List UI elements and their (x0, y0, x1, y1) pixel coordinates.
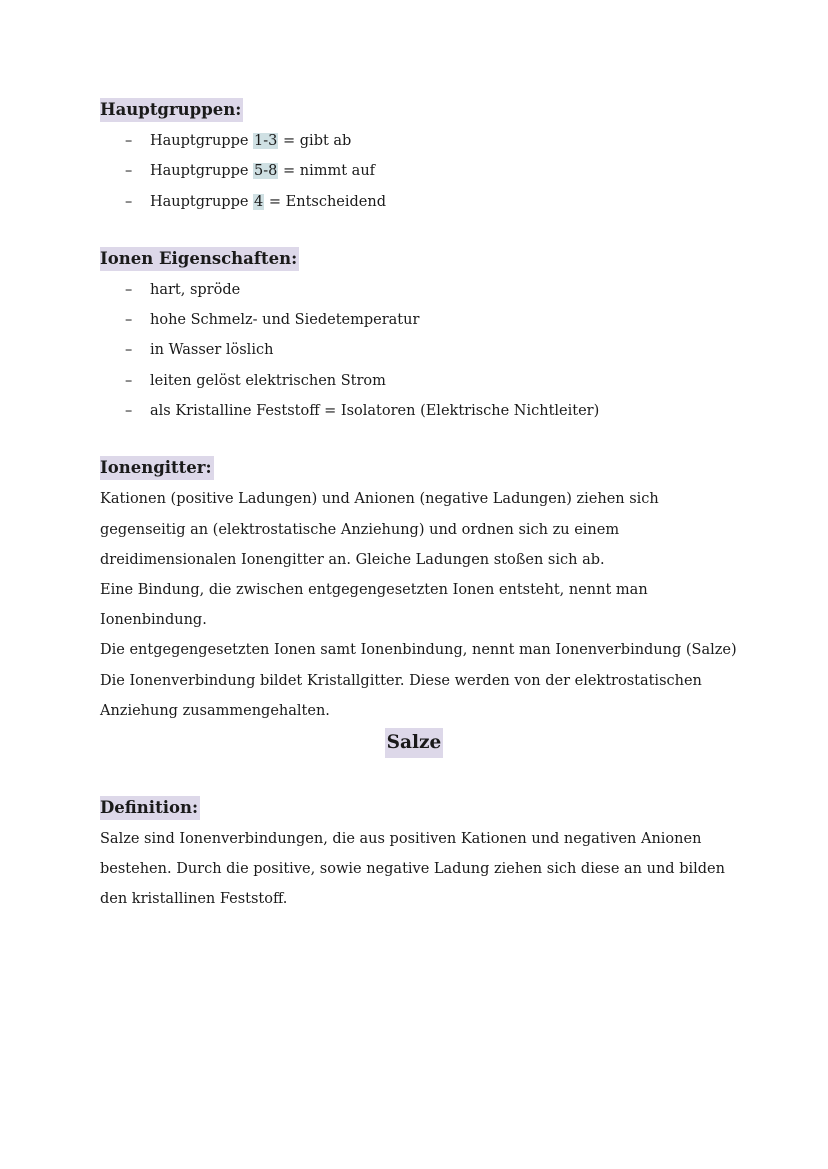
list-item (100, 366, 728, 396)
section-definition (100, 796, 728, 915)
list-item (100, 396, 728, 426)
ionengitter-text (100, 484, 737, 726)
item-suffix: = nimmt auf (278, 163, 376, 180)
dash-bullet: – (125, 372, 133, 389)
paragraph: Salze sind Ionenverbindungen, die aus positiven Kationen und negativen Anionen bestehen. Durch die positive, sowie negative Ladung ziehen sich diese an und bilden den kristallinen Feststoff. (100, 831, 725, 908)
eigenschaften-list (100, 275, 728, 426)
item-text: hart, spröde (150, 281, 241, 298)
section-ionen-eigenschaften (100, 247, 728, 426)
dash-bullet: – (125, 342, 133, 359)
dash-bullet: – (125, 281, 133, 298)
group-number-highlight: 1-3 (254, 133, 278, 149)
dash-bullet: – (125, 312, 133, 329)
group-number-highlight: 4 (254, 193, 264, 210)
paragraph: Eine Bindung, die zwischen entgegengesetzten Ionen entsteht, nennt man Ionenbindung. (100, 581, 648, 629)
list-item (100, 335, 728, 365)
paragraph: Die Ionenverbindung bildet Kristallgitter. Diese werden von der elektrostatischen Anziehung zusammengehalten. (100, 672, 702, 719)
item-prefix: Hauptgruppe (150, 133, 254, 149)
dash-bullet: – (125, 403, 133, 420)
item-prefix: Hauptgruppe (150, 193, 254, 210)
item-text: leiten gelöst elektrischen Strom (150, 372, 386, 389)
page-title: Salze (385, 728, 444, 758)
item-prefix: Hauptgruppe (150, 163, 254, 180)
list-item (100, 305, 728, 335)
salze-title (100, 728, 728, 760)
item-text: hohe Schmelz- und Siedetemperatur (150, 312, 420, 329)
hauptgruppen-list (100, 126, 728, 217)
dash-bullet: – (125, 133, 133, 149)
heading-ionengitter: Ionengitter: (100, 456, 214, 480)
item-suffix: = gibt ab (278, 133, 352, 149)
item-suffix: = Entscheidend (264, 193, 387, 210)
heading-definition: Definition: (100, 796, 200, 820)
list-item (100, 275, 728, 305)
list-item (100, 187, 728, 217)
dash-bullet: – (125, 193, 133, 210)
paragraph: Die entgegengesetzten Ionen samt Ionenbindung, nennt man Ionenverbindung (Salze) (100, 642, 737, 659)
heading-ionen-eigenschaften: Ionen Eigenschaften: (100, 247, 299, 271)
list-item (100, 156, 728, 186)
paragraph: Kationen (positive Ladungen) und Anionen (negative Ladungen) ziehen sich gegenseitig an (elektrostatische Anziehung) und ordnen sich zu einem dreidimensionalen Ionengitter an. Gleiche Ladungen stoßen sich ab. (100, 491, 659, 568)
dash-bullet: – (125, 163, 133, 180)
section-ionengitter (100, 456, 737, 726)
section-hauptgruppen (100, 98, 728, 217)
item-text: als Kristalline Feststoff = Isolatoren (Elektrische Nichtleiter) (150, 403, 600, 420)
group-number-highlight: 5-8 (254, 163, 278, 180)
item-text: in Wasser löslich (150, 342, 274, 359)
heading-hauptgruppen: Hauptgruppen: (100, 98, 243, 122)
list-item (100, 126, 728, 156)
